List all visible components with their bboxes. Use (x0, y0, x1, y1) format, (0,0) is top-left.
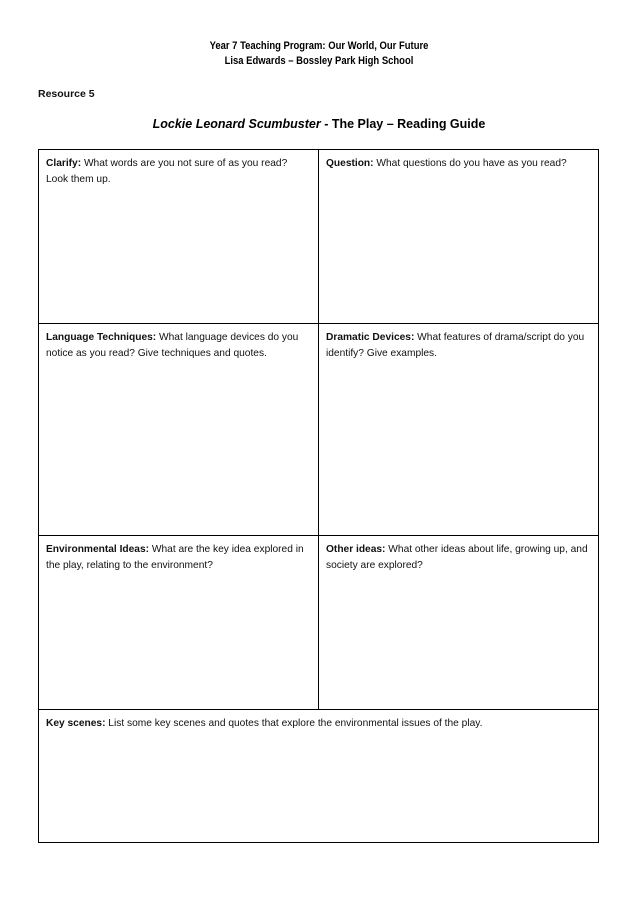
question-label: Question: (326, 158, 374, 169)
language-techniques-prompt: What language devices do you notice as you read? Give techniques and quotes. (46, 332, 299, 359)
resource-label: Resource 5 (38, 88, 95, 100)
environmental-ideas-cell (39, 535, 319, 709)
language-techniques-label: Language Techniques: (46, 332, 157, 343)
document-header (45, 39, 594, 69)
play-title: Lockie Leonard Scumbuster (152, 117, 321, 131)
reading-guide-table (38, 149, 599, 843)
dramatic-devices-cell (319, 323, 598, 535)
language-techniques-cell (39, 323, 319, 535)
clarify-label: Clarify: (46, 158, 82, 169)
clarify-cell (39, 150, 319, 323)
environmental-ideas-prompt: What are the key idea explored in the play, relating to the environment? (46, 544, 304, 571)
question-prompt: What questions do you have as you read? (373, 158, 567, 169)
other-ideas-cell (319, 535, 598, 709)
key-scenes-prompt: List some key scenes and quotes that explore the environmental issues of the play. (105, 718, 483, 729)
header-program-title: Year 7 Teaching Program: Our World, Our Future (209, 40, 429, 52)
page-title (0, 117, 638, 131)
key-scenes-label: Key scenes: (46, 718, 106, 729)
key-scenes-cell (39, 709, 598, 842)
other-ideas-prompt: What other ideas about life, growing up, and society are explored? (326, 544, 588, 571)
other-ideas-label: Other ideas: (326, 544, 386, 555)
clarify-prompt: What words are you not sure of as you read? Look them up. (46, 158, 288, 185)
question-cell (319, 150, 598, 323)
header-author-school: Lisa Edwards – Bossley Park High School (224, 55, 414, 67)
dramatic-devices-prompt: What features of drama/script do you identify? Give examples. (326, 332, 585, 359)
dramatic-devices-label: Dramatic Devices: (326, 332, 415, 343)
title-subtitle: - The Play – Reading Guide (320, 117, 486, 131)
environmental-ideas-label: Environmental Ideas: (46, 544, 150, 555)
